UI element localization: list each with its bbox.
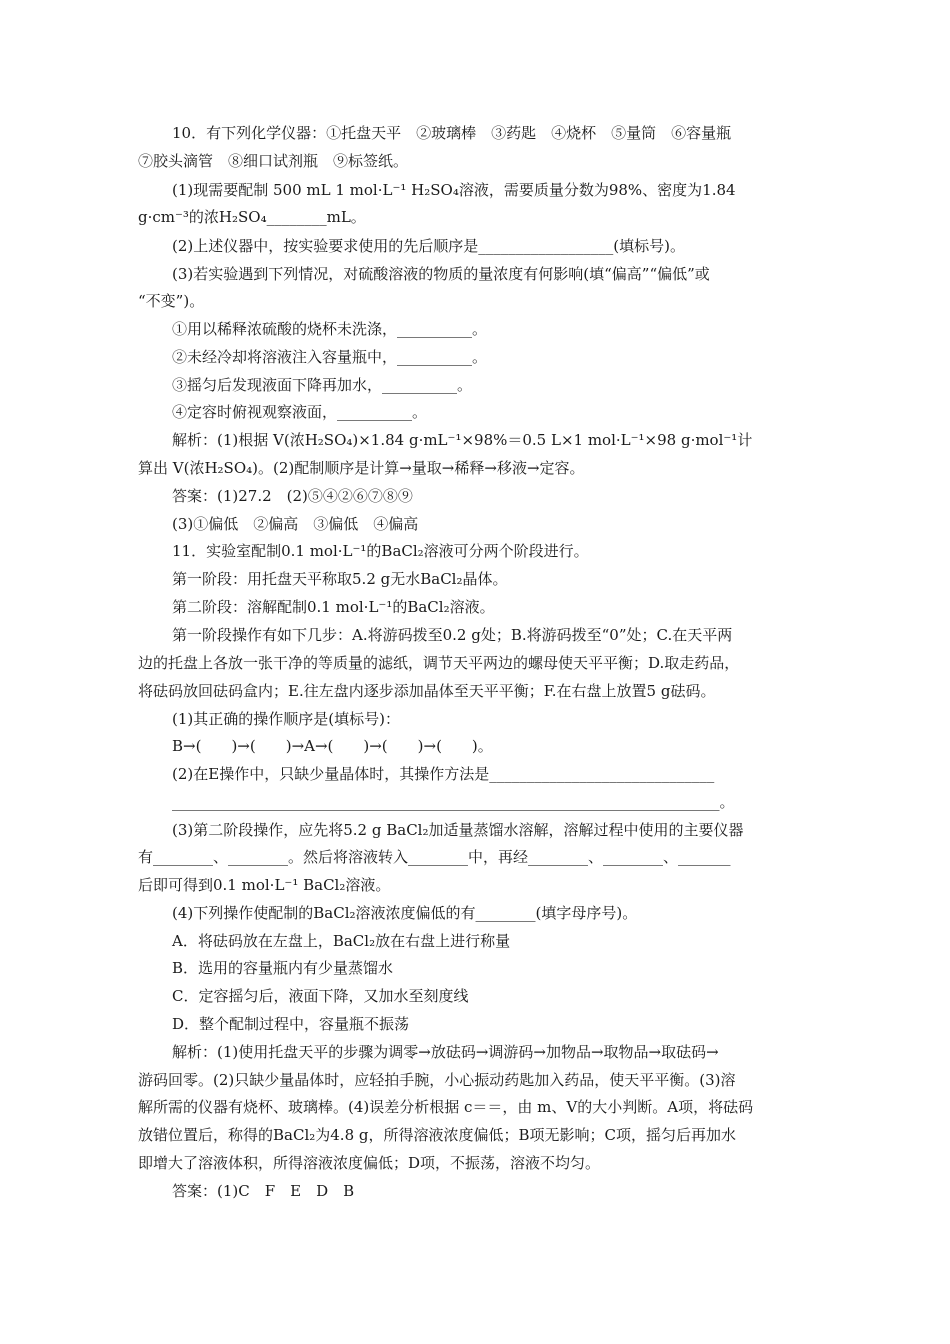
q11-part2-line2: _________________________________________________________________________。 (172, 793, 735, 811)
q10-answer-line2: (3)①偏低 ②偏高 ③偏低 ④偏高 (172, 515, 419, 533)
q10-title-line2: ⑦胶头滴管 ⑧细口试剂瓶 ⑨标签纸。 (138, 152, 409, 170)
q11-stage1: 第一阶段：用托盘天平称取5.2 g无水BaCl₂晶体。 (172, 570, 508, 588)
q10-case4: ④定容时俯视观察液面，__________。 (172, 403, 428, 421)
q11-analysis-line4: 放错位置后，称得的BaCl₂为4.8 g，所得溶液浓度偏低；B项无影响；C项，摇匀后再加水 (138, 1126, 736, 1144)
q11-part2-line1: (2)在E操作中，只缺少量晶体时，其操作方法是______________________________ (172, 765, 715, 783)
q10-case1: ①用以稀释浓硫酸的烧杯未洗涤，__________。 (172, 320, 488, 338)
q11-analysis-line5: 即增大了溶液体积，所得溶液浓度偏低；D项，不振荡，溶液不均匀。 (138, 1154, 601, 1172)
q11-part3-line2: 有________、________。然后将溶液转入________中，再经________、________、_______ (138, 848, 731, 866)
q10-part2: (2)上述仪器中，按实验要求使用的先后顺序是__________________(填标号)。 (172, 237, 685, 255)
q10-analysis-line1: 解析：(1)根据 V(浓H₂SO₄)×1.84 g·mL⁻¹×98%＝0.5 L×1 mol·L⁻¹×98 g·mol⁻¹计 (172, 431, 753, 449)
q10-part3-line2: “不变”)。 (138, 292, 205, 310)
q11-steps-line2: 边的托盘上各放一张干净的等质量的滤纸，调节天平两边的螺母使天平平衡；D.取走药品， (138, 654, 740, 672)
q11-option-d: D．整个配制过程中，容量瓶不振荡 (172, 1015, 410, 1033)
q11-title: 11．实验室配制0.1 mol·L⁻¹的BaCl₂溶液可分两个阶段进行。 (172, 542, 589, 560)
q10-case2: ②未经冷却将溶液注入容量瓶中，__________。 (172, 348, 488, 366)
q11-option-a: A．将砝码放在左盘上，BaCl₂放在右盘上进行称量 (172, 932, 511, 950)
q10-part3-line1: (3)若实验遇到下列情况，对硫酸溶液的物质的量浓度有何影响(填“偏高”“偏低”或 (172, 265, 710, 283)
q10-part1-line2: g·cm⁻³的浓H₂SO₄________mL。 (138, 208, 366, 226)
q10-answer-line1: 答案：(1)27.2 (2)⑤④②⑥⑦⑧⑨ (172, 487, 413, 505)
q11-part3-line3: 后即可得到0.1 mol·L⁻¹ BaCl₂溶液。 (138, 876, 391, 894)
q11-analysis-line1: 解析：(1)使用托盘天平的步骤为调零→放砝码→调游码→加物品→取物品→取砝码→ (172, 1043, 719, 1061)
q10-title-line1: 10．有下列化学仪器：①托盘天平 ②玻璃棒 ③药匙 ④烧杯 ⑤量筒 ⑥容量瓶 (172, 124, 732, 142)
q11-part1: (1)其正确的操作顺序是(填标号)： (172, 710, 400, 728)
q11-analysis-line3: 解所需的仪器有烧杯、玻璃棒。(4)误差分析根据 c＝＝，由 m、V的大小判断。A项，将砝码 (138, 1098, 754, 1116)
q11-option-b: B．选用的容量瓶内有少量蒸馏水 (172, 959, 394, 977)
q11-analysis-line2: 游码回零。(2)只缺少量晶体时，应轻拍手腕，小心振动药匙加入药品，使天平平衡。(3)溶 (138, 1071, 736, 1089)
q11-option-c: C．定容摇匀后，液面下降，又加水至刻度线 (172, 987, 469, 1005)
q11-part3-line1: (3)第二阶段操作，应先将5.2 g BaCl₂加适量蒸馏水溶解，溶解过程中使用的主要仪器 (172, 821, 744, 839)
q10-case3: ③摇匀后发现液面下降再加水，__________。 (172, 376, 473, 394)
q11-part1-sequence: B→( )→( )→A→( )→( )→( )。 (172, 737, 493, 755)
q11-steps-line3: 将砝码放回砝码盒内；E.往左盘内逐步添加晶体至天平平衡；F.在右盘上放置5 g砝码。 (138, 682, 716, 700)
q11-stage2: 第二阶段：溶解配制0.1 mol·L⁻¹的BaCl₂溶液。 (172, 598, 495, 616)
q11-answer: 答案：(1)C F E D B (172, 1182, 355, 1200)
q11-part4: (4)下列操作使配制的BaCl₂溶液浓度偏低的有________(填字母序号)。 (172, 904, 638, 922)
q10-analysis-line2: 算出 V(浓H₂SO₄)。(2)配制顺序是计算→量取→稀释→移液→定容。 (138, 459, 585, 477)
q11-steps-line1: 第一阶段操作有如下几步：A.将游码拨至0.2 g处；B.将游码拨至“0”处；C.在天平两 (172, 626, 733, 644)
q10-part1-line1: (1)现需要配制 500 mL 1 mol·L⁻¹ H₂SO₄溶液，需要质量分数为98%、密度为1.84 (172, 181, 736, 199)
